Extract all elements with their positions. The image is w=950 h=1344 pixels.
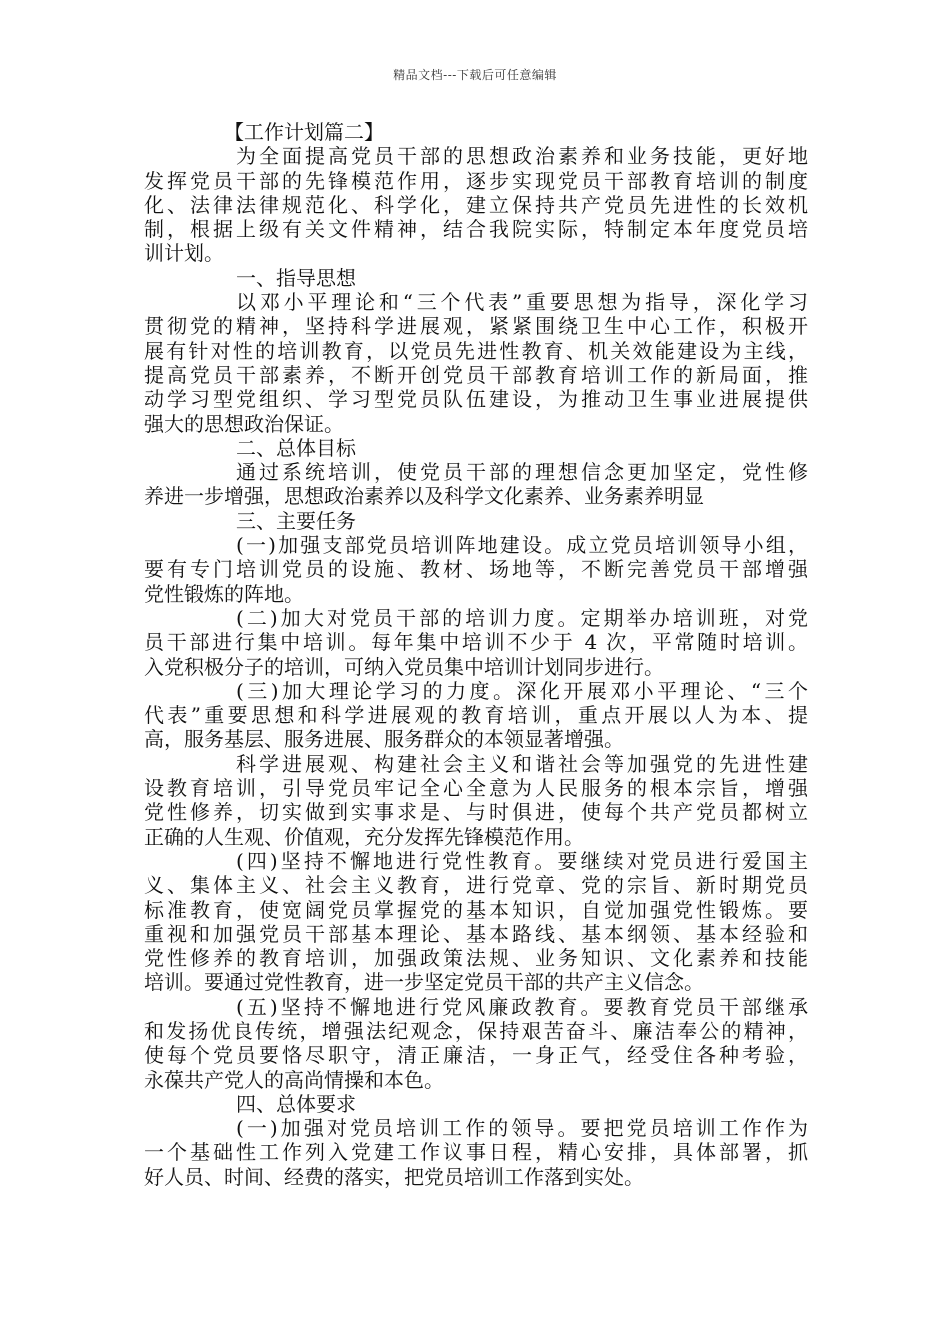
text-line: 训计划。 [144,241,224,266]
text-line: 化、法律法律规范化、科学化，建立保持共产党员先进性的长效机 [144,192,808,217]
text-line: 一个基础性工作列入党建工作议事日程，精心安排，具体部署，抓 [144,1140,808,1165]
text-line: 永葆共产党人的高尚情操和本色。 [144,1067,444,1092]
text-line: 一、指导思想 [236,265,356,290]
text-line: 标准教育，使宽阔党员掌握党的基本知识，自觉加强党性锻炼。要 [144,897,808,922]
text-line: 培训。要通过党性教育，进一步坚定党员干部的共产主义信念。 [144,970,704,995]
text-line: 党性修养的教育培训，加强政策法规、业务知识、文化素养和技能 [144,946,808,971]
text-line: 高，服务基层、服务进展、服务群众的本领显著增强。 [144,727,624,752]
text-line: 三、主要任务 [236,508,356,533]
text-line: 和发扬优良传统，增强法纪观念，保持艰苦奋斗、廉洁奉公的精神， [144,1018,808,1043]
text-line: 展有针对性的培训教育，以党员先进性教育、机关效能建设为主线， [144,338,808,363]
text-line: 以邓小平理论和“三个代表”重要思想为指导，深化学习 [236,290,808,315]
text-line: 好人员、时间、经费的落实，把党员培训工作落到实处。 [144,1164,644,1189]
text-line: 制，根据上级有关文件精神，结合我院实际，特制定本年度党员培 [144,217,808,242]
text-line: 科学进展观、构建社会主义和谐社会等加强党的先进性建 [236,751,808,776]
text-line: (四)坚持不懈地进行党性教育。要继续对党员进行爱国主 [236,848,808,873]
text-line: 使每个党员要恪尽职守，清正廉洁，一身正气，经受住各种考验， [144,1043,808,1068]
text-line: 员干部进行集中培训。每年集中培训不少于 4 次，平常随时培训。 [144,630,808,655]
text-line: 贯彻党的精神，坚持科学进展观，紧紧围绕卫生中心工作，积极开 [144,314,808,339]
document-body [144,120,808,1189]
text-line: 入党积极分子的培训，可纳入党员集中培训计划同步进行。 [144,654,664,679]
text-line: 重视和加强党员干部基本理论、基本路线、基本纲领、基本经验和 [144,921,808,946]
text-line: 提高党员干部素养，不断开创党员干部教育培训工作的新局面，推 [144,362,808,387]
text-line: 为全面提高党员干部的思想政治素养和业务技能，更好地 [236,144,808,169]
text-line: 二、总体目标 [236,435,356,460]
text-line: 【工作计划篇二】 [224,120,384,144]
text-line: (三)加大理论学习的力度。深化开展邓小平理论、“三个 [236,678,808,703]
page-header: 精品文档---下载后可任意编辑 [393,68,557,82]
text-line: 代表”重要思想和科学进展观的教育培训，重点开展以人为本、提 [144,703,808,728]
text-line: 义、集体主义、社会主义教育，进行党章、党的宗旨、新时期党员 [144,873,808,898]
text-line: (一)加强支部党员培训阵地建设。成立党员培训领导小组， [236,533,808,558]
text-line: 党性锻炼的阵地。 [144,581,304,606]
text-line: 发挥党员干部的先锋模范作用，逐步实现党员干部教育培训的制度 [144,168,808,193]
text-line: (五)坚持不懈地进行党风廉政教育。要教育党员干部继承 [236,994,808,1019]
text-line: 设教育培训，引导党员牢记全心全意为人民服务的根本宗旨，增强 [144,776,808,801]
text-line: 党性修养，切实做到实事求是、与时俱进，使每个共产党员都树立 [144,800,808,825]
text-line: 养进一步增强，思想政治素养以及科学文化素养、业务素养明显 [144,484,704,509]
text-line: 四、总体要求 [236,1091,356,1116]
text-line: (一)加强对党员培训工作的领导。要把党员培训工作作为 [236,1116,808,1141]
text-line: 要有专门培训党员的设施、教材、场地等，不断完善党员干部增强 [144,557,808,582]
text-line: 强大的思想政治保证。 [144,411,344,436]
text-line: (二)加大对党员干部的培训力度。定期举办培训班，对党 [236,605,808,630]
text-line: 正确的人生观、价值观，充分发挥先锋模范作用。 [144,824,584,849]
text-line: 通过系统培训，使党员干部的理想信念更加坚定，党性修 [236,460,808,485]
text-line: 动学习型党组织、学习型党员队伍建设，为推动卫生事业进展提供 [144,387,808,412]
